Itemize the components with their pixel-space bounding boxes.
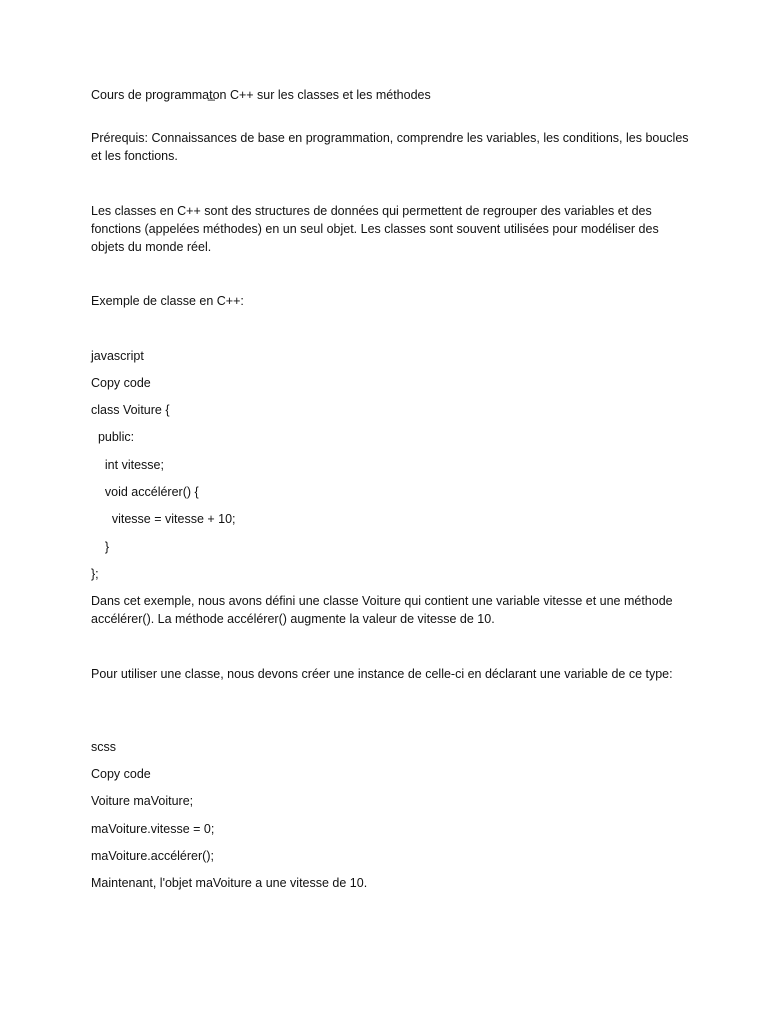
document-title: Cours de programmat̲on C++ sur les classes et les méthodes xyxy=(91,88,431,102)
code2-line: maVoiture.vitesse = 0; xyxy=(91,822,215,836)
code2-line: maVoiture.accélérer(); xyxy=(91,849,214,863)
prerequisites-paragraph: Prérequis: Connaissances de base en programmation, comprendre les variables, les conditions, les boucles et les fonctions. xyxy=(91,131,689,163)
code1-line: class Voiture { xyxy=(91,403,170,417)
code1-copy-code[interactable]: Copy code xyxy=(91,376,151,390)
conclusion-paragraph: Maintenant, l'objet maVoiture a une vitesse de 10. xyxy=(91,876,368,890)
code1-line: int vitesse; xyxy=(91,458,164,472)
code1-line: public: xyxy=(91,430,135,444)
code2-language-label: scss xyxy=(91,740,116,754)
code2-line: Voiture maVoiture; xyxy=(91,794,194,808)
code1-line: } xyxy=(91,540,110,554)
instance-intro-paragraph: Pour utiliser une classe, nous devons créer une instance de celle-ci en déclarant une variable de ce type: xyxy=(91,667,673,681)
explanation-paragraph: Dans cet exemple, nous avons défini une classe Voiture qui contient une variable vitesse et une méthode accélérer(). La méthode accélérer() augmente la valeur de vitesse de 10. xyxy=(91,594,673,626)
code1-line: }; xyxy=(91,567,99,581)
code2-copy-code[interactable]: Copy code xyxy=(91,767,151,781)
example-heading: Exemple de classe en C++: xyxy=(91,294,244,308)
code1-line: void accélérer() { xyxy=(91,485,199,499)
intro-paragraph: Les classes en C++ sont des structures de données qui permettent de regrouper des variables et des fonctions (appelées méthodes) en un seul objet. Les classes sont souvent utilisées pour modéliser des objets du monde réel. xyxy=(91,204,659,254)
code1-language-label: javascript xyxy=(91,349,144,363)
code1-line: vitesse = vitesse + 10; xyxy=(91,512,236,526)
